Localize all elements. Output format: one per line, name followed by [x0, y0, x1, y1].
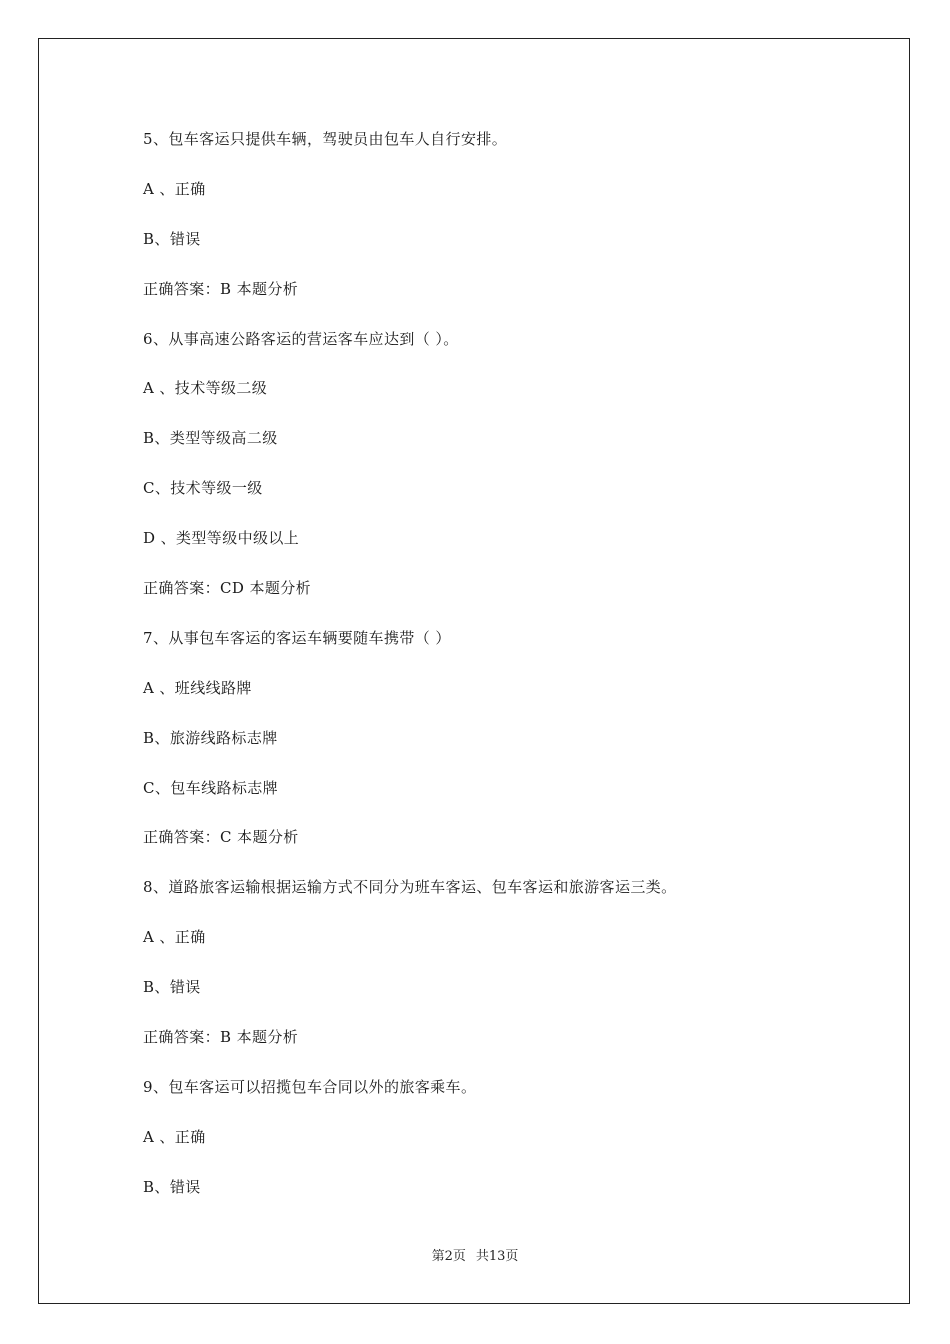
option-a: A 、班线线路牌	[143, 678, 252, 697]
answer-line: 正确答案：B 本题分析	[143, 1028, 299, 1047]
option-c: C、技术等级一级	[143, 479, 263, 498]
option-c: C、包车线路标志牌	[143, 778, 279, 797]
option-b: B、错误	[143, 1177, 201, 1196]
option-a: A 、正确	[143, 179, 206, 198]
option-a: A 、技术等级二级	[143, 379, 268, 398]
question-5: 5、包车客运只提供车辆，驾驶员由包车人自行安排。	[143, 130, 508, 148]
document-body	[143, 126, 843, 1224]
question-9: 9、包车客运可以招揽包车合同以外的旅客乘车。	[143, 1077, 477, 1096]
page-total: 共13页	[475, 1249, 519, 1264]
option-b: B、错误	[143, 978, 201, 997]
answer-line: 正确答案：B 本题分析	[143, 279, 299, 298]
page-number: 第2页	[431, 1249, 466, 1264]
option-a: A 、正确	[143, 1127, 206, 1146]
option-b: B、错误	[143, 229, 201, 248]
option-b: B、旅游线路标志牌	[143, 728, 278, 747]
question-7: 7、从事包车客运的客运车辆要随车携带（ ）	[143, 628, 451, 647]
page-footer	[0, 1247, 950, 1267]
question-8: 8、道路旅客运输根据运输方式不同分为班车客运、包车客运和旅游客运三类。	[143, 878, 677, 897]
answer-line: 正确答案：CD 本题分析	[143, 579, 312, 598]
option-a: A 、正确	[143, 928, 206, 947]
option-d: D 、类型等级中级以上	[143, 529, 300, 548]
option-b: B、类型等级高二级	[143, 429, 278, 448]
question-6: 6、从事高速公路客运的营运客车应达到（ ）。	[143, 329, 459, 348]
answer-line: 正确答案：C 本题分析	[143, 828, 299, 847]
